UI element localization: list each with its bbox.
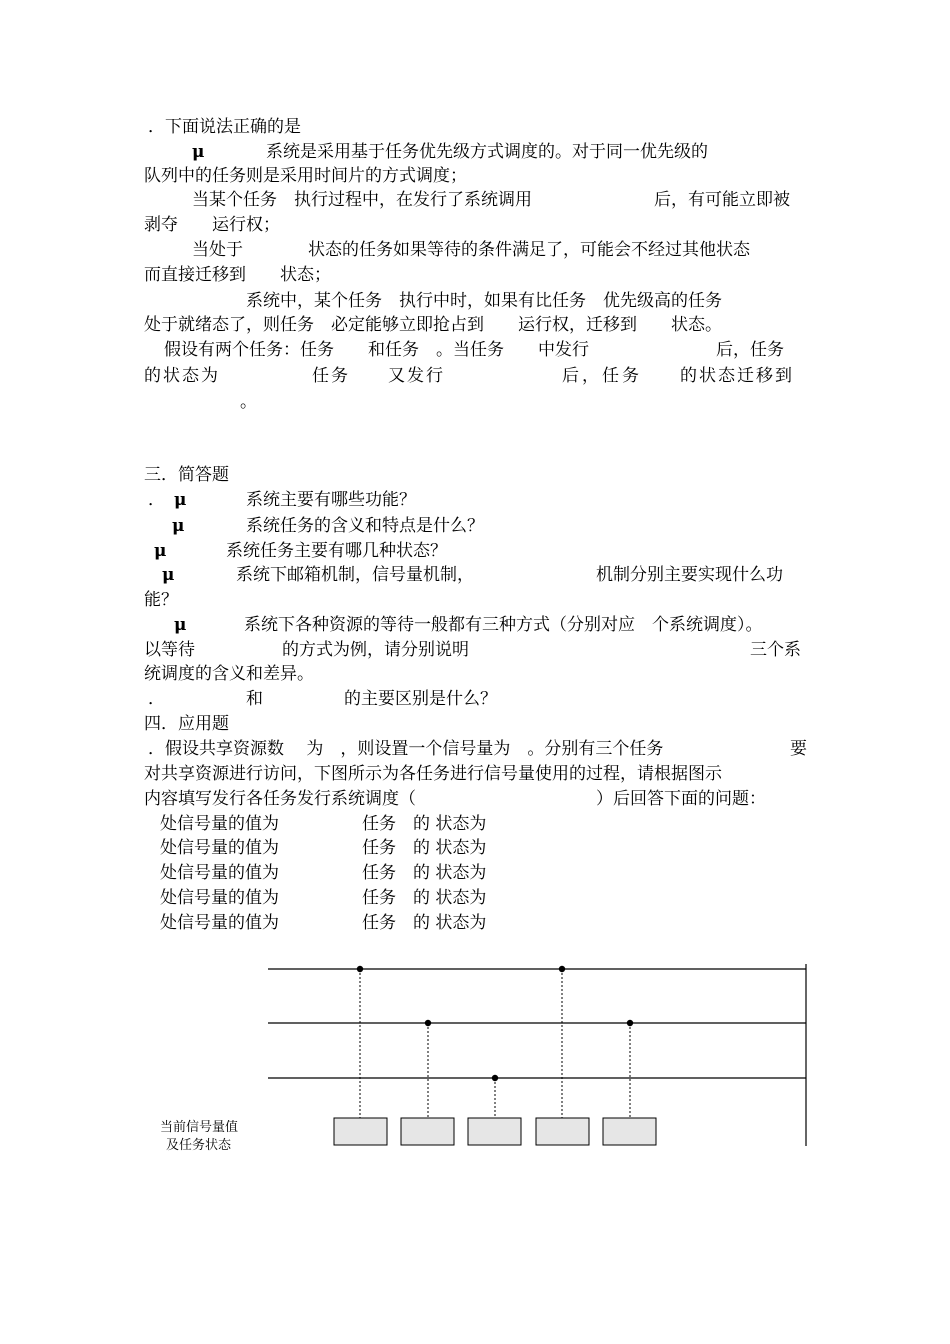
s3-q6-and: 和 [246,689,263,709]
answer-row-label: 处信号量的值为 [160,863,279,883]
answer-row-label: 处信号量的值为 [160,838,279,858]
answer-row-status: 任务 的 状态为 [362,913,487,933]
q2-line3b: 后，有可能立即被 [654,190,790,210]
mu-symbol: μ [174,490,187,510]
answer-row-status: 任务 的 状态为 [362,814,487,834]
s3-q6-num: ． [148,689,165,709]
section3-heading: 三．简答题 [144,465,229,485]
answer-row-label: 处信号量的值为 [160,913,279,933]
s3-q4-text2: 机制分别主要实现什么功 [596,565,783,585]
q2-line4: 剥夺 运行权； [144,215,280,235]
s3-q1-num: ． [148,490,165,510]
q2-line9b: 后，任务 [716,340,784,360]
answer-row-status: 任务 的 状态为 [362,863,487,883]
s3-q6-text: 的主要区别是什么？ [344,689,497,709]
s3-q1-text: 系统主要有哪些功能？ [246,490,416,510]
q2-title: ．下面说法正确的是 [148,117,301,137]
q2-line2: 队列中的任务则是采用时间片的方式调度； [144,166,467,186]
state-box [401,1118,454,1145]
q2-line1: 系统是采用基于任务优先级方式调度的。对于同一优先级的 [266,142,708,162]
state-box [536,1118,589,1145]
s3-q5-text: 系统下各种资源的等待一般都有三种方式（分别对应 个系统调度）。 [244,615,763,635]
diagram-label-line2: 及任务状态 [166,1138,232,1153]
s3-q5-text4: 三个系 [750,640,801,660]
q2-line9a: 假设有两个任务：任务 和任务 。当任务 中发行 [164,340,589,360]
s4-p3a: 内容填写发行各任务发行系统调度（ [144,789,416,809]
q2-line5a: 当处于 [192,240,243,260]
q2-line5b: 状态的任务如果等待的条件满足了，可能会不经过其他状态 [308,240,750,260]
q2-line10b: 任务 [312,366,350,386]
s3-q4-text3: 能？ [144,590,178,610]
event-dot [425,1020,431,1026]
event-dot [559,966,565,972]
q2-line3a: 当某个任务 执行过程中，在发行了系统调用 [192,190,532,210]
event-dot [627,1020,633,1026]
answer-row-label: 处信号量的值为 [160,888,279,908]
mu-symbol: μ [162,565,175,585]
answer-row-label: 处信号量的值为 [160,814,279,834]
s4-p1a: ．假设共享资源数 为 ，则设置一个信号量为 。分别有三个任务 [148,739,664,759]
event-dot [357,966,363,972]
q2-line8: 处于就绪态了，则任务 必定能够立即抢占到 运行权，迁移到 状态。 [144,315,722,335]
mu-symbol: μ [154,541,167,561]
s3-q2-text: 系统任务的含义和特点是什么？ [246,516,484,536]
s3-q3-text: 系统任务主要有哪几种状态？ [226,541,447,561]
s3-q5-text2: 以等待 [144,640,195,660]
answer-row-status: 任务 的 状态为 [362,888,487,908]
s4-p2: 对共享资源进行访问，下图所示为各任务进行信号量使用的过程，请根据图示 [144,764,722,784]
q2-line6: 而直接迁移到 状态； [144,265,331,285]
diagram-label-line1: 当前信号量值 [160,1120,239,1135]
mu-symbol: μ [192,142,205,162]
answer-row-status: 任务 的 状态为 [362,838,487,858]
q2-line10a: 的状态为 [144,366,220,386]
s4-p1b: 要 [790,739,807,759]
state-box [334,1118,387,1145]
s3-q4-text: 系统下邮箱机制，信号量机制， [236,565,474,585]
q2-line10e: 的状态迁移到 [680,366,794,386]
s3-q5-text3: 的方式为例，请分别说明 [282,640,469,660]
q2-line10d: 后，任务 [562,366,642,386]
q2-line7: 系统中，某个任务 执行中时，如果有比任务 优先级高的任务 [246,291,722,311]
state-box [603,1118,656,1145]
mu-symbol: μ [172,516,185,536]
q2-line11: 。 [240,392,257,412]
s3-q5-text5: 统调度的含义和差异。 [144,664,314,684]
section4-heading: 四．应用题 [144,714,229,734]
mu-symbol: μ [174,615,187,635]
q2-line10c: 又发行 [388,366,445,386]
state-box [468,1118,521,1145]
event-dot [492,1075,498,1081]
s4-p3b: ）后回答下面的问题： [596,789,766,809]
